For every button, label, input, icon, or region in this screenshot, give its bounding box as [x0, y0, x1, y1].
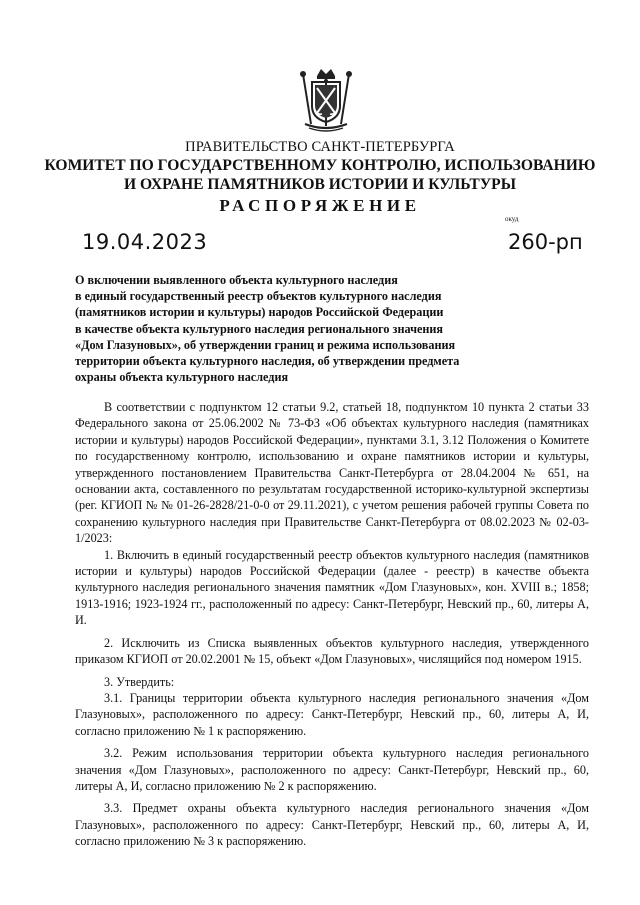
document-body: [75, 399, 589, 850]
subject-line: «Дом Глазуновых», об утверждении границ и режима использования: [75, 337, 456, 352]
committee-line-2: И ОХРАНЕ ПАМЯТНИКОВ ИСТОРИИ И КУЛЬТУРЫ: [123, 176, 517, 193]
okud-label: окуд: [505, 215, 519, 223]
government-name: ПРАВИТЕЛЬСТВО САНКТ-ПЕТЕРБУРГА: [185, 139, 455, 155]
item-3-1-paragraph: 3.1. Границы территории объекта культурного наследия регионального значения «Дом Глазуновых», расположенного по адресу: Санкт-Петербург, Невский пр., 60, литеры А, И, согласно приложению № 1 к распоряжению.: [75, 690, 589, 738]
subject-line: территории объекта культурного наследия, об утверждении предмета: [75, 354, 460, 369]
item-3-3-paragraph: 3.3. Предмет охраны объекта культурного наследия регионального значения «Дом Глазуновых», расположенного по адресу: Санкт-Петербург, Невский пр., 60, литеры А, И, согласно приложению № 3 к распоряжению.: [75, 801, 589, 849]
item-3-2-paragraph: 3.2. Режим использования территории объекта культурного наследия регионального значения «Дом Глазуновых», расположенного по адресу: Санкт-Петербург, Невский пр., 60, литеры А, И, согласно приложению № 2 к распоряжению.: [75, 746, 589, 793]
committee-line-1: КОМИТЕТ ПО ГОСУДАРСТВЕННОМУ КОНТРОЛЮ, ИСПОЛЬЗОВАНИЮ: [44, 157, 596, 174]
document-type: РАСПОРЯЖЕНИЕ: [219, 196, 421, 215]
document-date: 19.04.2023: [82, 230, 208, 254]
committee-name: [0, 156, 640, 194]
subject-line: охраны объекта культурного наследия: [75, 370, 289, 385]
item-3-paragraph: 3. Утвердить:: [104, 674, 175, 689]
item-2-paragraph: 2. Исключить из Списка выявленных объектов культурного наследия, утвержденного приказом КГИОП от 20.02.2001 № 15, объект «Дом Глазуновых», числящийся под номером 1915.: [75, 635, 589, 667]
subject-line: О включении выявленного объекта культурного наследия: [75, 273, 398, 287]
subject-line: в единый государственный реестр объектов культурного наследия: [75, 289, 442, 304]
subject-line: в качестве объекта культурного наследия регионального значения: [75, 321, 443, 336]
subject-line: (памятников истории и культуры) народов Российской Федерации: [75, 305, 444, 320]
item-1-paragraph: 1. Включить в единый государственный реестр объектов культурного наследия (памятников истории и культуры) народов Российской Федерации (далее - реестр) в качестве объекта культурного наследия регионального значения памятник «Дом Глазуновых», кон. XVIII в.; 1858; 1913-1916; 1923-1924 гг., расположенный по адресу: Санкт-Петербург, Невский пр., 60, литеры А, И.: [75, 547, 589, 628]
coat-of-arms-icon: [295, 66, 357, 134]
document-number: 260-рп: [508, 230, 583, 254]
document-subject: [75, 272, 515, 385]
preamble-paragraph: В соответствии с подпунктом 12 статьи 9.2, статьей 18, подпунктом 10 пункта 2 статьи 33 Федерального закона от 25.06.2002 № 73-ФЗ «Об объектах культурного наследия (памятниках истории и культуры) народов Российской Федерации», пунктами 3.1, 3.12 Положения о Комитете по государственному контролю, использованию и охране памятников истории и культуры, утвержденного постановлением Правительства Санкт-Петербурга от 28.04.2004 № 651, на основании акта, составленного по результатам государственной историко-культурной экспертизы (рег. КГИОП № № 01-26-2828/21-0-0 от 29.11.2021), с учетом решения рабочей группы Совета по сохранению культурного наследия при Правительстве Санкт-Петербурга от 08.02.2023 № 02-03-1/2023:: [75, 400, 589, 546]
